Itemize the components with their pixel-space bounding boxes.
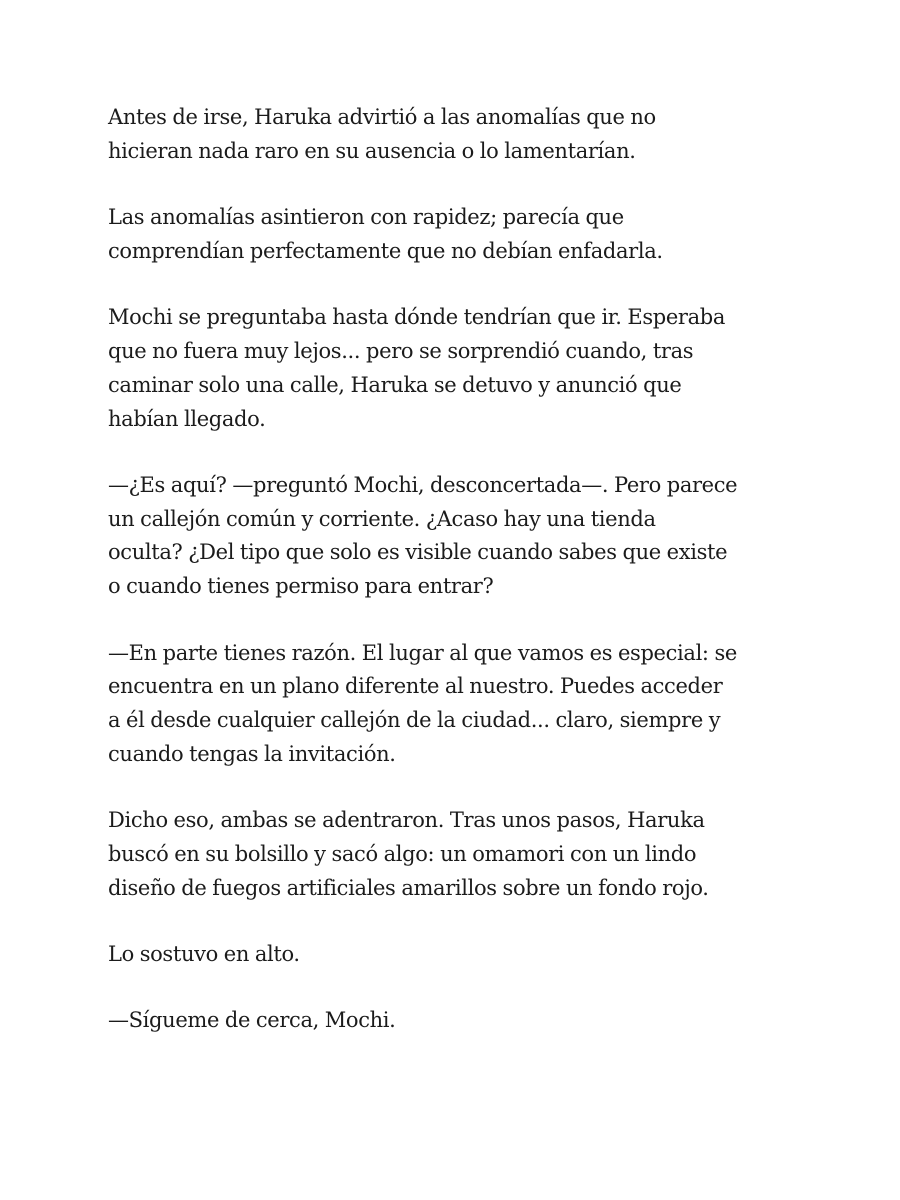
text-line: Las anomalías asintieron con rapidez; parecía que — [108, 205, 624, 230]
text-line: Dicho eso, ambas se adentraron. Tras unos pasos, Haruka — [108, 808, 705, 833]
text-line: Lo sostuvo en alto. — [108, 942, 300, 967]
text-line: a él desde cualquier callejón de la ciudad... claro, siempre y — [108, 708, 721, 733]
paragraph-8-dialogue — [108, 1004, 798, 1038]
text-line: —¿Es aquí? —preguntó Mochi, desconcertada—. Pero parece — [108, 472, 738, 497]
text-line: caminar solo una calle, Haruka se detuvo y anunció que — [108, 372, 682, 397]
paragraph-2 — [108, 201, 798, 269]
text-line: un callejón común y corriente. ¿Acaso hay una tienda — [108, 506, 656, 531]
paragraph-7 — [108, 938, 798, 972]
text-line: —Sígueme de cerca, Mochi. — [108, 1008, 396, 1033]
text-line: habían llegado. — [108, 406, 266, 431]
paragraph-6 — [108, 804, 798, 905]
text-line: Mochi se preguntaba hasta dónde tendrían que ir. Esperaba — [108, 305, 726, 330]
text-line: encuentra en un plano diferente al nuestro. Puedes acceder — [108, 674, 723, 699]
text-line: Antes de irse, Haruka advirtió a las anomalías que no — [108, 105, 656, 129]
text-line: hicieran nada raro en su ausencia o lo lamentarían. — [108, 138, 636, 163]
text-line: que no fuera muy lejos... pero se sorprendió cuando, tras — [108, 338, 694, 363]
paragraph-4-dialogue — [108, 469, 798, 604]
paragraph-5-dialogue — [108, 637, 798, 772]
text-line: diseño de fuegos artificiales amarillos sobre un fondo rojo. — [108, 875, 709, 900]
text-line: o cuando tienes permiso para entrar? — [108, 574, 494, 599]
paragraph-3 — [108, 301, 798, 436]
text-line: —En parte tienes razón. El lugar al que vamos es especial: se — [108, 640, 737, 665]
text-line: oculta? ¿Del tipo que solo es visible cuando sabes que existe — [108, 540, 728, 565]
document-page — [108, 101, 798, 1071]
text-line: cuando tengas la invitación. — [108, 741, 396, 766]
paragraph-1 — [108, 101, 798, 169]
text-line: comprendían perfectamente que no debían enfadarla. — [108, 238, 663, 263]
text-line: buscó en su bolsillo y sacó algo: un omamori con un lindo — [108, 842, 697, 867]
